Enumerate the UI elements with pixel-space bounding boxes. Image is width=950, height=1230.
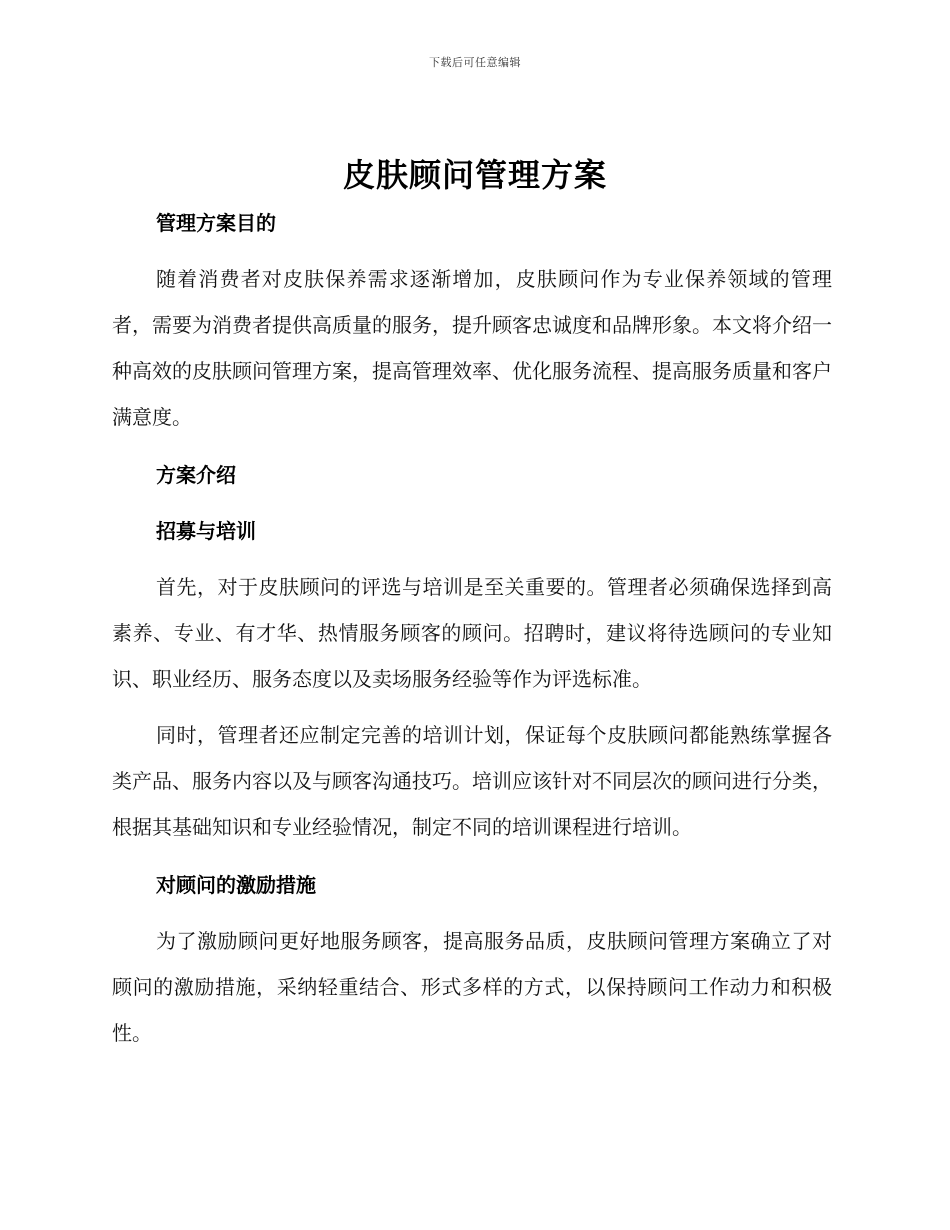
section-heading-incentive: 对顾问的激励措施 [156, 873, 316, 897]
header-note: 下载后可任意编辑 [429, 56, 521, 69]
document-title: 皮肤顾问管理方案 [342, 156, 607, 194]
document-body [112, 200, 832, 1056]
paragraph-recruit-2: 同时，管理者还应制定完善的培训计划，保证每个皮肤顾问都能熟练掌握各类产品、服务内容以及与顾客沟通技巧。培训应该针对不同层次的顾问进行分类，根据其基础知识和专业经验情况，制定不同的培训课程进行培训。 [112, 723, 832, 839]
paragraph-incentive: 为了激励顾问更好地服务顾客，提高服务品质，皮肤顾问管理方案确立了对顾问的激励措施，采纳轻重结合、形式多样的方式，以保持顾问工作动力和积极性。 [112, 929, 832, 1045]
section-heading-purpose: 管理方案目的 [156, 211, 276, 235]
section-heading-intro: 方案介绍 [156, 463, 236, 487]
section-heading-recruit: 招募与培训 [156, 519, 256, 543]
paragraph-purpose: 随着消费者对皮肤保养需求逐渐增加，皮肤顾问作为专业保养领域的管理者，需要为消费者提供高质量的服务，提升顾客忠诚度和品牌形象。本文将介绍一种高效的皮肤顾问管理方案，提高管理效率、优化服务流程、提高服务质量和客户满意度。 [112, 267, 832, 429]
paragraph-recruit-1: 首先，对于皮肤顾问的评选与培训是至关重要的。管理者必须确保选择到高素养、专业、有才华、热情服务顾客的顾问。招聘时，建议将待选顾问的专业知识、职业经历、服务态度以及卖场服务经验等作为评选标准。 [112, 575, 832, 691]
